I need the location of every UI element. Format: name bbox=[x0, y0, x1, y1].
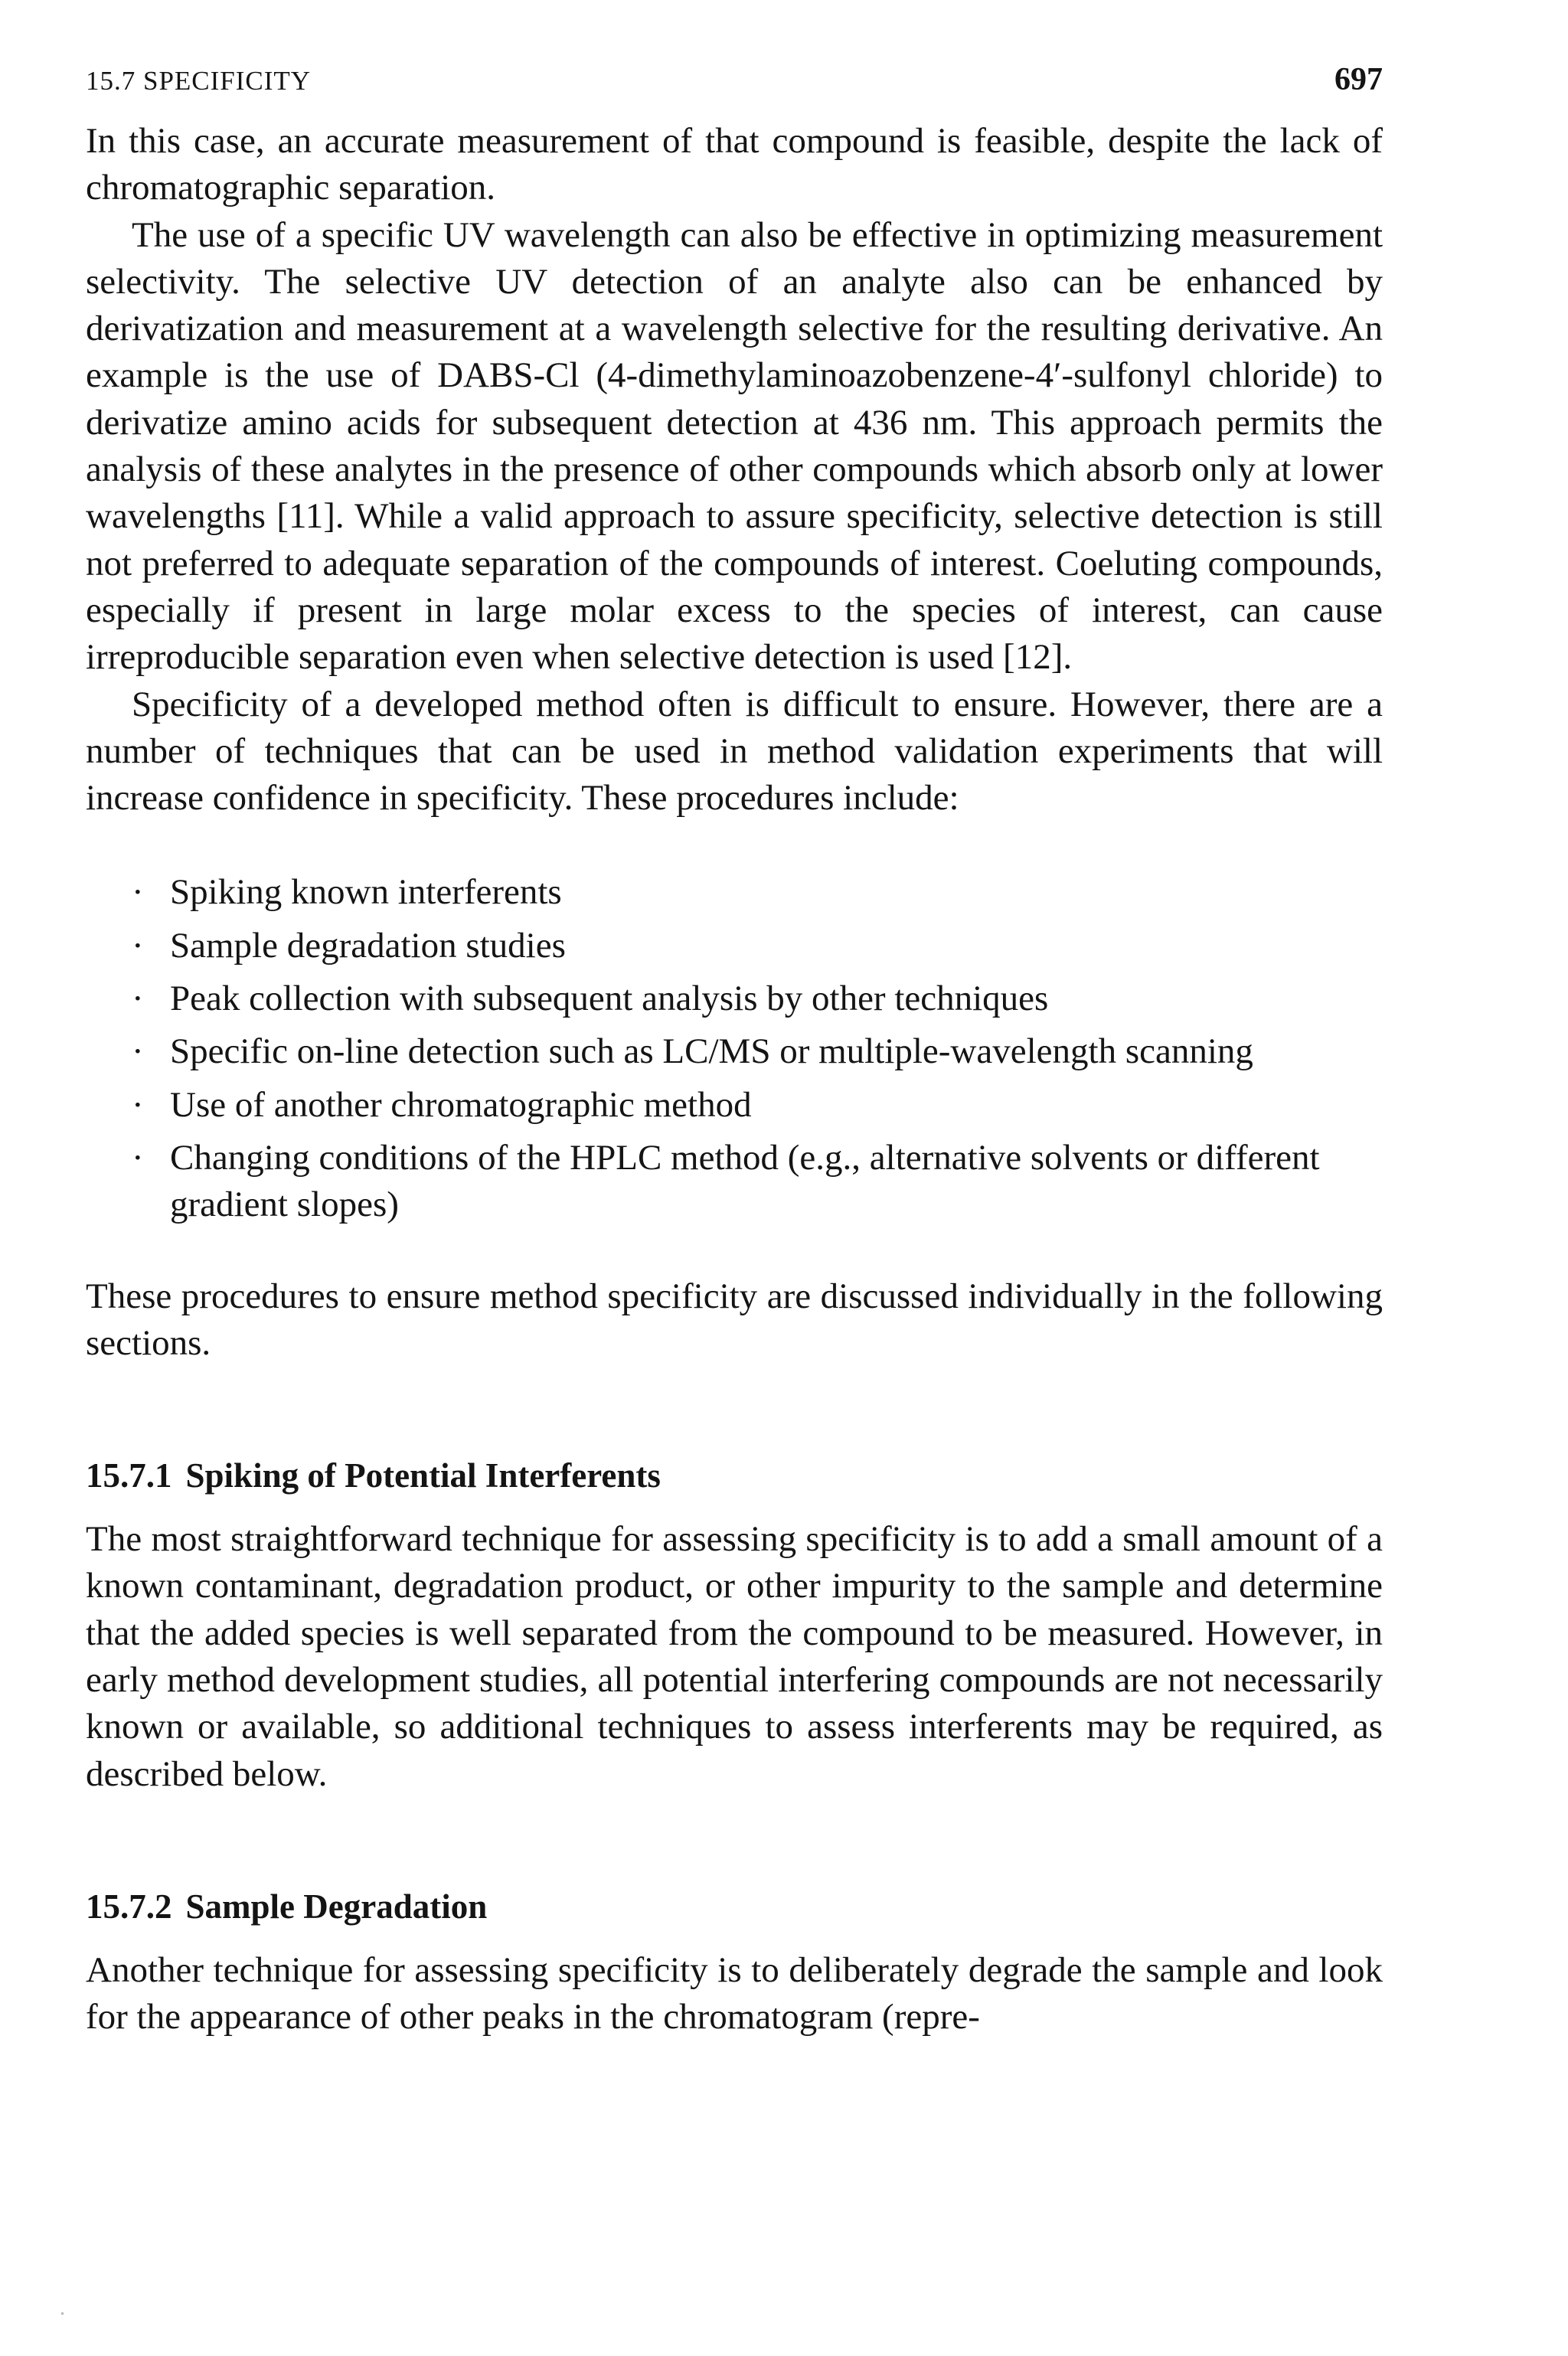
bullet-icon: · bbox=[132, 979, 144, 1019]
paragraph-continuation: In this case, an accurate measurement of that compound is feasible, despite the lack of chromatographic separation. bbox=[86, 121, 1383, 208]
bullet-icon: · bbox=[132, 1137, 144, 1178]
section-title: Spiking of Potential Interferents bbox=[185, 1456, 661, 1495]
section-number: 15.7.2 bbox=[86, 1887, 172, 1926]
list-item: · Peak collection with subsequent analysis by other techniques bbox=[132, 975, 1341, 1022]
list-item: · Sample degradation studies bbox=[132, 923, 1341, 969]
paragraph-degradation: Another technique for assessing specificity is to deliberately degrade the sample and look for the appearance of other peaks in the chromatogram (repre- bbox=[86, 1949, 1383, 2037]
page-number: 697 bbox=[1334, 62, 1383, 97]
list-item: · Specific on-line detection such as LC/MS or multiple-wavelength scanning bbox=[132, 1028, 1341, 1075]
bullet-icon: · bbox=[132, 925, 144, 966]
running-head-section: 15.7 SPECIFICITY bbox=[86, 66, 312, 96]
bullet-icon: · bbox=[132, 1031, 144, 1072]
list-item: · Changing conditions of the HPLC method (e.g., alternative solvents or different gradient slopes) bbox=[132, 1135, 1341, 1229]
paragraph-after-list: These procedures to ensure method specificity are discussed individually in the following sections. bbox=[86, 1276, 1383, 1363]
section-heading-spiking bbox=[86, 1452, 1383, 1499]
scan-speck bbox=[61, 2312, 64, 2315]
paragraph-specificity-intro: Specificity of a developed method often is difficult to ensure. However, there are a number of techniques that can be used in method validation experiments that will increase confidence in specificity. These procedures include: bbox=[86, 684, 1383, 819]
section-title: Sample Degradation bbox=[185, 1887, 488, 1926]
bullet-icon: · bbox=[132, 1084, 144, 1125]
section-heading-degradation bbox=[86, 1884, 1383, 1930]
paragraph-uv-wavelength: The use of a specific UV wavelength can also be effective in optimizing measurement selectivity. The selective UV detection of an analyte also can be enhanced by derivatization and measurement at a wavelength selective for the resulting derivative. An example is the use of DABS-Cl (4-dimethylaminoazobenzene-4′-sulfonyl chloride) to derivatize amino acids for subsequent detection at 436 nm. This approach permits the analysis of these analytes in the presence of other compounds which absorb only at lower wavelengths [11]. While a valid approach to assure specificity, selective detection is still not preferred to adequate separation of the compounds of interest. Coeluting compounds, especially if present in large molar excess to the species of interest, can cause irreproducible separation even when selective detection is used [12]. bbox=[86, 214, 1383, 678]
bullet-icon: · bbox=[132, 872, 144, 913]
list-item: · Use of another chromatographic method bbox=[132, 1082, 1341, 1129]
procedure-list bbox=[86, 869, 1383, 1228]
book-page bbox=[86, 61, 1383, 2041]
section-number: 15.7.1 bbox=[86, 1456, 172, 1495]
running-head bbox=[86, 61, 1383, 118]
paragraph-spiking: The most straightforward technique for assessing specificity is to add a small amount of a known contaminant, degradation product, or other impurity to the sample and determine that the added species is well separated from the compound to be measured. However, in early method development studies, all potential interfering compounds are not necessarily known or available, so additional techniques to assess interferents may be required, as described below. bbox=[86, 1519, 1383, 1794]
list-item: · Spiking known interferents bbox=[132, 869, 1341, 916]
